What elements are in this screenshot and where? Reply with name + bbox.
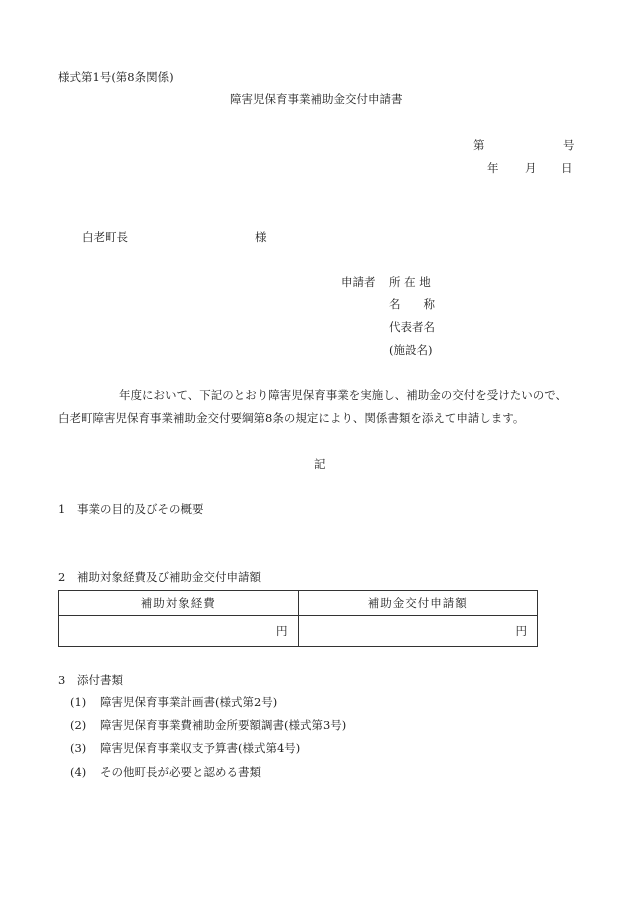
body-line-1: 年度において、下記のとおり障害児保育事業を実施し、補助金の交付を受けたいので、 [119,388,568,402]
applicant-field-facility: (施設名) [389,343,433,357]
attachment-2-number: (2) [70,718,87,732]
attachment-1-number: (1) [70,695,87,709]
date-month: 月 [525,161,537,175]
body-line-2: 白老町障害児保育事業補助金交付要綱第8条の規定により、関係書類を添えて申請します。 [58,411,525,425]
attachment-3-text: 障害児保育事業収支予算書(様式第4号) [100,741,301,755]
header-requested-amount: 補助金交付申請額 [298,591,538,616]
applicant-label: 申請者 [341,275,376,289]
date-year: 年 [487,161,499,175]
applicant-field-representative: 代表者名 [389,320,435,334]
doc-number-prefix: 第 [473,138,485,152]
attachment-2-text: 障害児保育事業費補助金所要額調書(様式第3号) [100,718,347,732]
attachment-4-number: (4) [70,765,87,779]
applicant-field-address: 所 在 地 [389,275,431,289]
amount-table [58,590,538,647]
section-1-title: 事業の目的及びその概要 [77,502,204,516]
attachment-1-text: 障害児保育事業計画書(様式第2号) [100,695,278,709]
ki-heading: 記 [314,457,326,471]
section-1-number: 1 [58,502,66,516]
section-3-number: 3 [58,673,66,687]
section-2-title: 補助対象経費及び補助金交付申請額 [77,570,261,584]
date-day: 日 [561,161,573,175]
header-eligible-expenses: 補助対象経費 [59,591,299,616]
requested-amount-unit: 円 [298,616,538,647]
section-2-number: 2 [58,570,66,584]
document-title: 障害児保育事業補助金交付申請書 [230,92,403,106]
eligible-expenses-unit: 円 [59,616,299,647]
table-row [59,616,538,647]
section-3-title: 添付書類 [77,673,123,687]
doc-number-suffix: 号 [563,138,575,152]
table-header-row [59,591,538,616]
attachment-3-number: (3) [70,741,87,755]
form-number: 様式第1号(第8条関係) [58,70,174,84]
applicant-field-name: 名 称 [389,297,435,311]
addressee-name: 白老町長 [82,230,128,244]
addressee-honorific: 様 [255,230,267,244]
attachment-4-text: その他町長が必要と認める書類 [100,765,261,779]
